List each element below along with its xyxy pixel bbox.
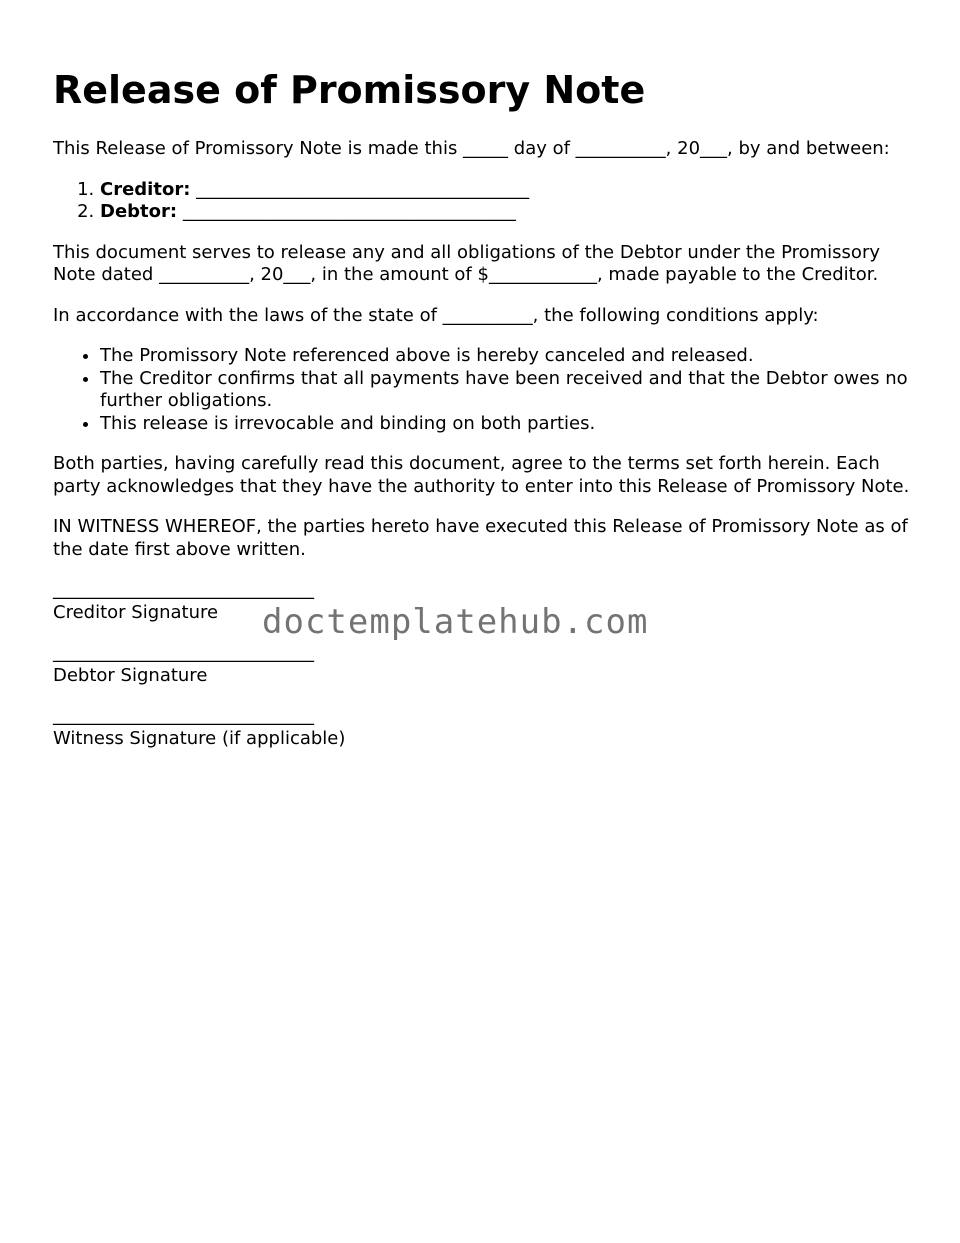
conditions-list xyxy=(53,345,913,435)
debtor-signature-label: Debtor Signature xyxy=(53,664,208,686)
debtor-signature-line: _____________________________ xyxy=(53,642,314,663)
intro-paragraph: This Release of Promissory Note is made this _____ day of __________, 20___, by and between: xyxy=(53,138,890,159)
witness-signature-label: Witness Signature (if applicable) xyxy=(53,727,346,749)
party-debtor-label: Debtor: xyxy=(100,201,178,222)
party-creditor xyxy=(100,179,913,202)
creditor-signature-line: _____________________________ xyxy=(53,579,314,600)
condition-item: • This release is irrevocable and binding on both parties. xyxy=(100,413,913,436)
witness-paragraph: IN WITNESS WHEREOF, the parties hereto have executed this Release of Promissory Note as of the date first above written. xyxy=(53,516,908,560)
creditor-signature-label: Creditor Signature xyxy=(53,601,219,623)
document-page xyxy=(53,66,913,768)
laws-paragraph: In accordance with the laws of the state of __________, the following conditions apply: xyxy=(53,304,819,326)
creditor-signature-block xyxy=(53,579,913,624)
witness-signature-block xyxy=(53,705,913,750)
parties-list xyxy=(53,179,913,224)
condition-item: • The Promissory Note referenced above is hereby canceled and released. xyxy=(100,345,913,368)
party-debtor-blank: _____________________________________ xyxy=(182,201,516,222)
document-title: Release of Promissory Note xyxy=(53,68,646,112)
condition-item: • The Creditor confirms that all payments have been received and that the Debtor owes no further obligations. xyxy=(100,368,913,413)
witness-signature-line: _____________________________ xyxy=(53,705,314,726)
agreement-paragraph: Both parties, having carefully read this document, agree to the terms set forth herein. Each party acknowledges that they have the authority to enter into this Release of Promissory Note. xyxy=(53,453,910,497)
party-creditor-label: Creditor: xyxy=(100,178,191,200)
release-paragraph: This document serves to release any and all obligations of the Debtor under the Promissory Note dated __________, 20___, in the amount of $____________, made payable to the Creditor. xyxy=(53,241,880,285)
party-creditor-blank: _____________________________________ xyxy=(196,178,530,200)
watermark: doctemplatehub.com xyxy=(262,602,649,642)
debtor-signature-block xyxy=(53,642,913,687)
party-debtor xyxy=(100,201,913,224)
